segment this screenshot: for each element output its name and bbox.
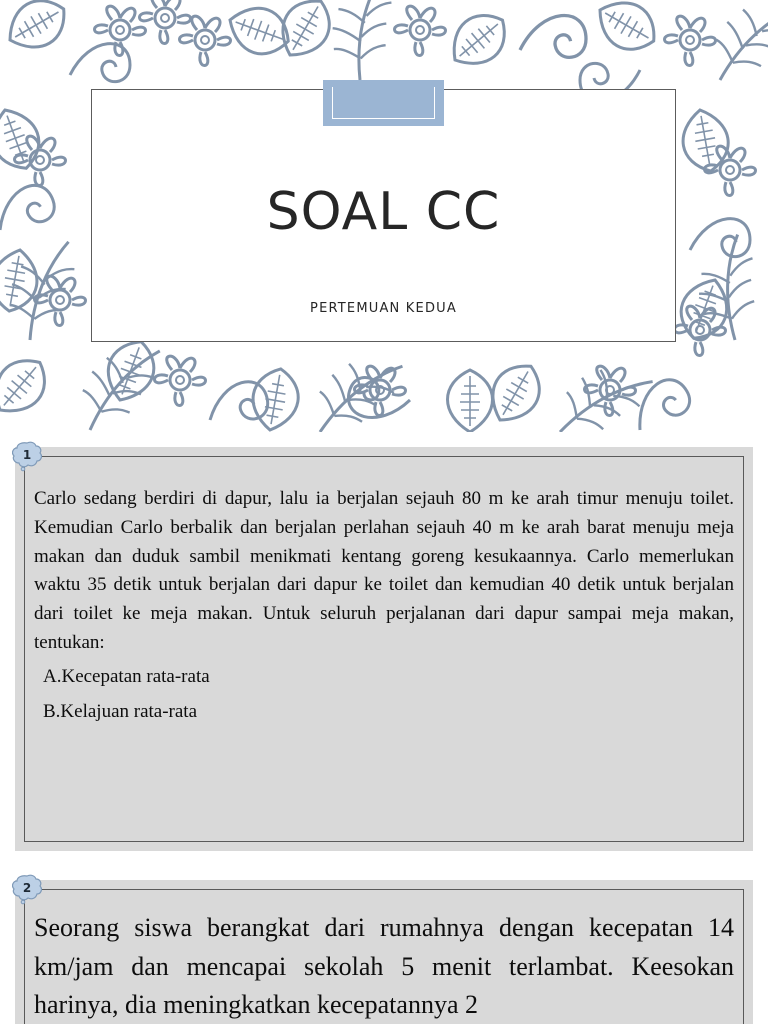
title-accent-tab	[323, 80, 444, 126]
question-number-badge	[12, 873, 42, 903]
question-slide-1	[15, 447, 753, 851]
question-option-a: A.Kecepatan rata-rata	[43, 666, 210, 687]
question-text: Seorang siswa berangkat dari rumahnya dengan kecepatan 14 km/jam dan mencapai sekolah 5 menit terlambat. Keesokan harinya, dia meningkatkan kecepatannya 2	[34, 913, 734, 1020]
question-option-b: B.Kelajuan rata-rata	[43, 701, 198, 722]
title-slide	[0, 0, 768, 432]
question-number: 1	[22, 448, 32, 462]
title-card	[91, 89, 676, 342]
question-number-badge	[12, 440, 42, 470]
slide-title: SOAL CC	[266, 182, 501, 242]
question-text: Carlo sedang berdiri di dapur, lalu ia berjalan sejauh 80 m ke arah timur menuju toilet. Kemudian Carlo berbalik dan berjalan perlahan sejauh 40 m ke arah barat menuju meja makan dan duduk sambil menikmati kentang goreng kesukaannya. Carlo memerlukan waktu 35 detik untuk berjalan dari dapur ke toilet dan kemudian 40 detik untuk berjalan dari toilet ke meja makan. Untuk seluruh perjalanan dari dapur sampai meja makan, tentukan:	[34, 488, 734, 653]
question-frame	[24, 456, 744, 842]
question-number: 2	[22, 881, 32, 895]
question-slide-2	[15, 880, 753, 1024]
question-frame	[24, 889, 744, 1024]
slide-subtitle: PERTEMUAN KEDUA	[310, 301, 457, 316]
